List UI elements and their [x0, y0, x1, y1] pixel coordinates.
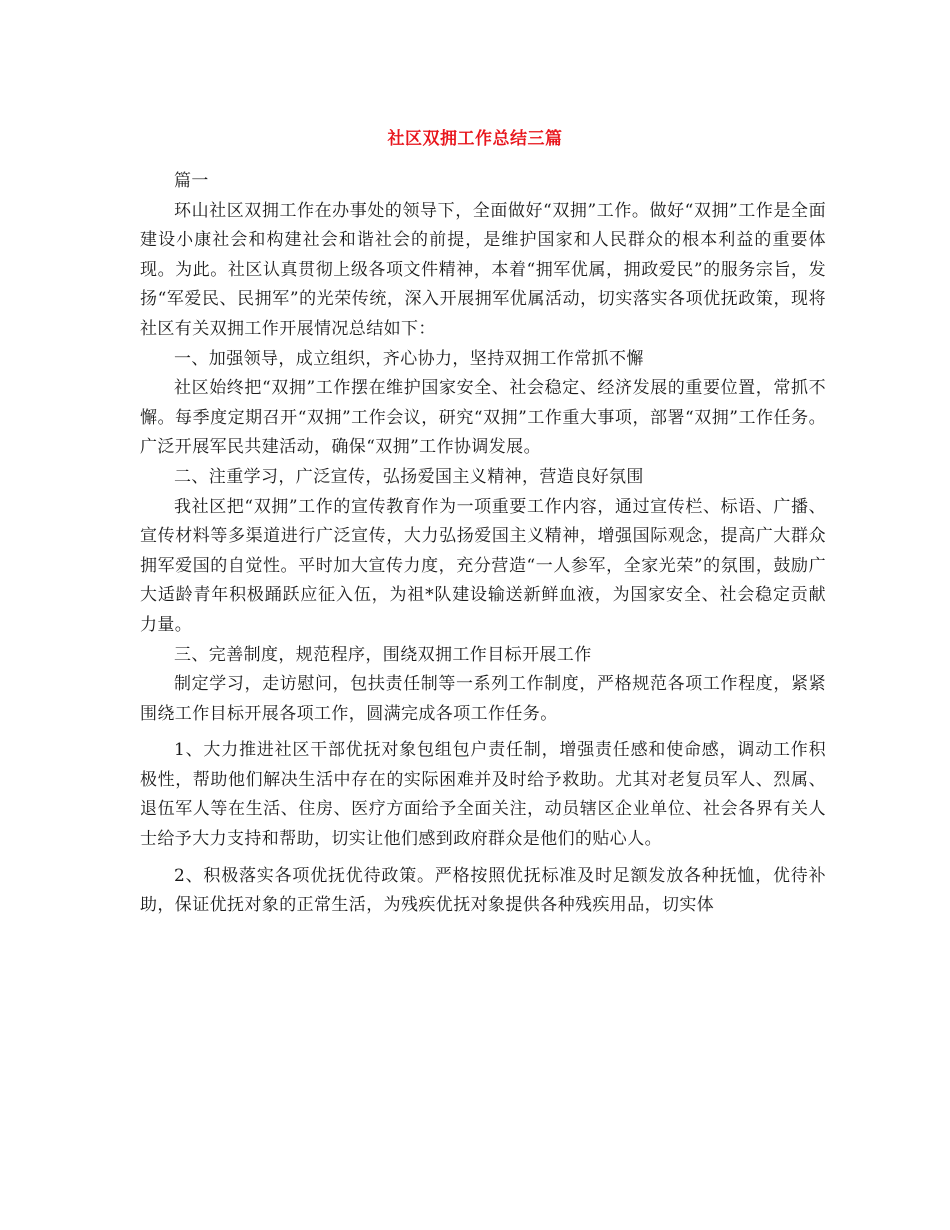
section-label: 篇一	[174, 171, 209, 191]
numbered-paragraph-2: 2、积极落实各项优抚优待政策。严格按照优抚标准及时足额发放各种抚恤，优待补助，保证优抚对象的正常生活，为残疾优抚对象提供各种残疾用品，切实体	[140, 865, 826, 916]
section-paragraph-2: 我社区把“双拥”工作的宣传教育作为一项重要工作内容，通过宣传栏、标语、广播、宣传材料等多渠道进行广泛宣传，大力弘扬爱国主义精神，增强国际观念，提高广大群众拥军爱国的自觉性。平时加大宣传力度，充分营造“一人参军，全家光荣”的氛围，鼓励广大适龄青年积极踊跃应征入伍，为祖*队建设输送新鲜血液，为国家安全、社会稳定贡献力量。	[140, 496, 826, 635]
document-body	[140, 160, 826, 921]
section-heading-2: 二、注重学习，广泛宣传，弘扬爱国主义精神，营造良好氛围	[174, 466, 644, 487]
section-paragraph-3: 制定学习，走访慰问，包扶责任制等一系列工作制度，严格规范各项工作程度，紧紧围绕工作目标开展各项工作，圆满完成各项工作任务。	[140, 674, 826, 724]
section-heading-3: 三、完善制度，规范程序，围绕双拥工作目标开展工作	[174, 644, 592, 665]
numbered-paragraph-1: 1、大力推进社区干部优抚对象包组包户责任制，增强责任感和使命感，调动工作积极性，帮助他们解决生活中存在的实际困难并及时给予救助。尤其对老复员军人、烈属、退伍军人等在生活、住房、医疗方面给予全面关注，动员辖区企业单位、社会各界有关人士给予大力支持和帮助，切实让他们感到政府群众是他们的贴心人。	[140, 740, 826, 850]
section-paragraph-1: 社区始终把“双拥”工作摆在维护国家安全、社会稳定、经济发展的重要位置，常抓不懈。每季度定期召开“双拥”工作会议，研究“双拥”工作重大事项，部署“双拥”工作任务。广泛开展军民共建活动，确保“双拥”工作协调发展。	[140, 378, 826, 458]
section-heading-1: 一、加强领导，成立组织，齐心协力，坚持双拥工作常抓不懈	[174, 348, 644, 369]
document-title: 社区双拥工作总结三篇	[387, 129, 563, 149]
intro-paragraph: 环山社区双拥工作在办事处的领导下，全面做好“双拥”工作。做好“双拥”工作是全面建设小康社会和构建社会和谐社会的前提，是维护国家和人民群众的根本利益的重要体现。为此。社区认真贯彻上级各项文件精神，本着“拥军优属，拥政爱民”的服务宗旨，发扬“军爱民、民拥军”的光荣传统，深入开展拥军优属活动，切实落实各项优抚政策，现将社区有关双拥工作开展情况总结如下：	[140, 200, 826, 339]
